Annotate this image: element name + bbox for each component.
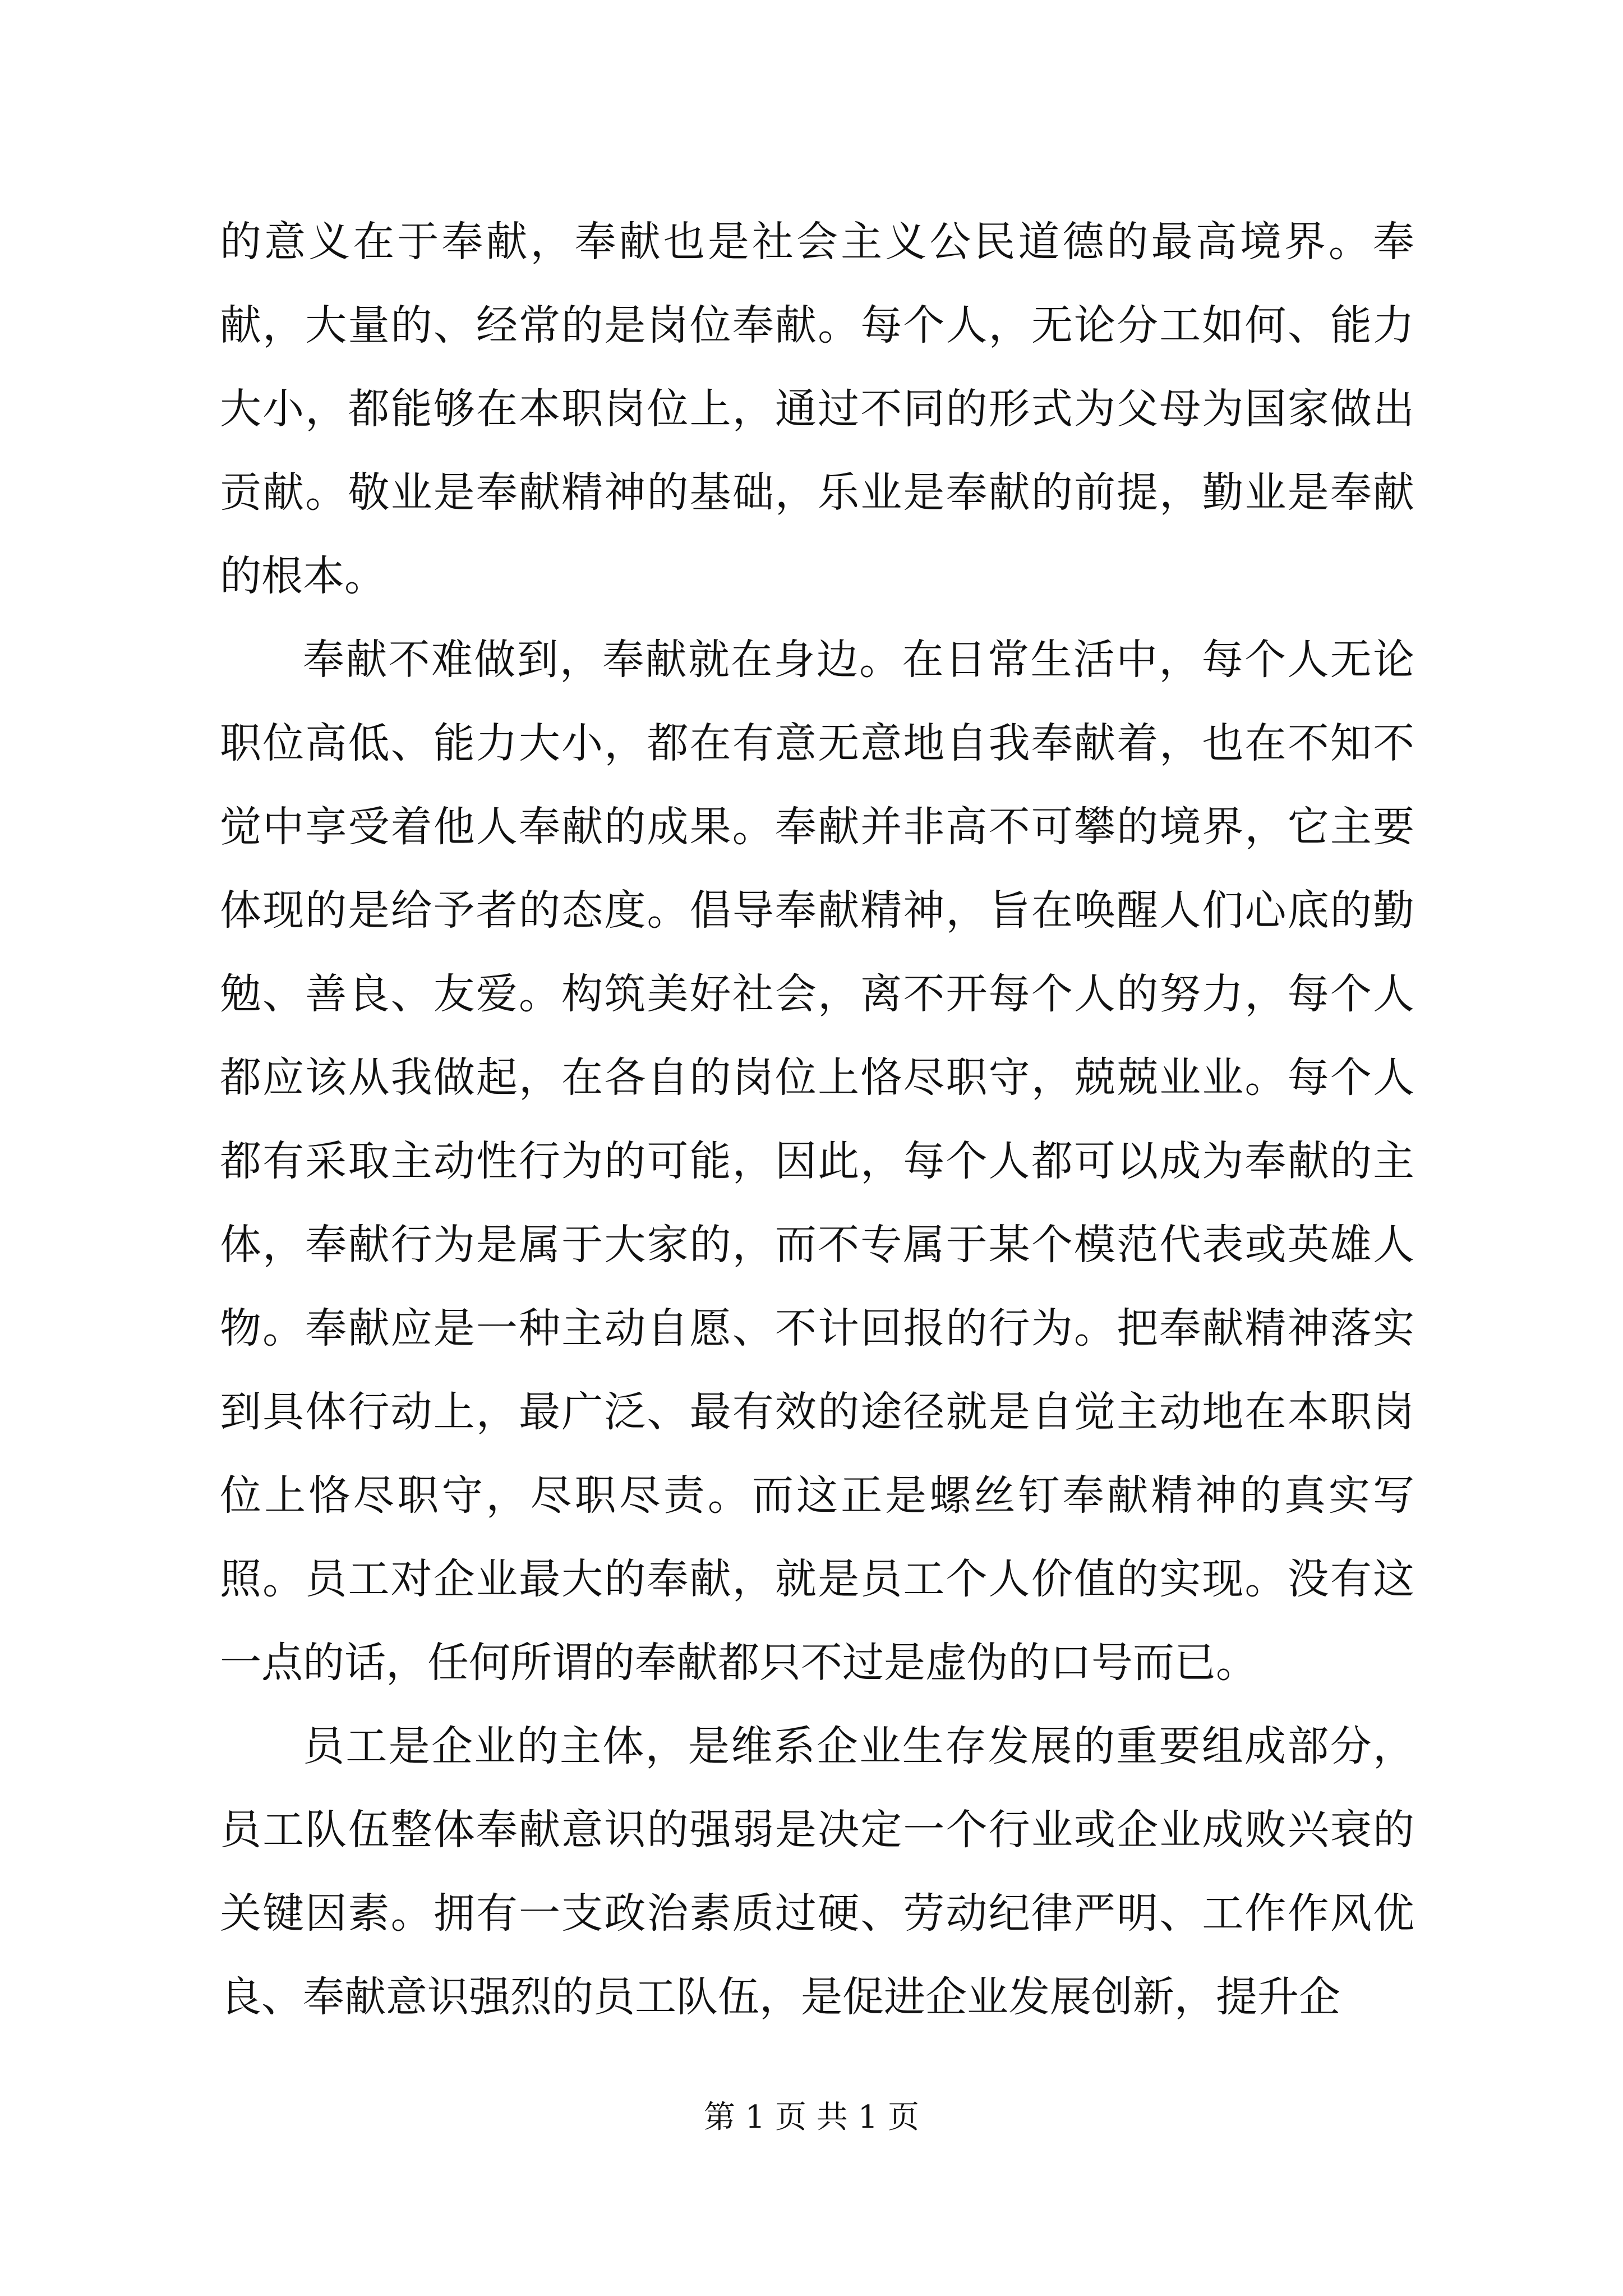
page-footer: 第 1 页 共 1 页	[703, 2099, 920, 2136]
paragraph-1: 的意义在于奉献，奉献也是社会主义公民道德的最高境界。奉献，大量的、经常的是岗位奉献。每个人，无论分工如何、能力大小，都能够在本职岗位上，通过不同的形式为父母为国家做出贡献。敬业是奉献精神的基础，乐业是奉献的前提，勤业是奉献的根本。	[220, 218, 1414, 600]
document-body	[220, 200, 1414, 2039]
paragraph-3: 员工是企业的主体，是维系企业生存发展的重要组成部分，员工队伍整体奉献意识的强弱是决定一个行业或企业成败兴衰的关键因素。拥有一支政治素质过硬、劳动纪律严明、工作作风优良、奉献意识强烈的员工队伍，是促进企业发展创新，提升企	[220, 1722, 1414, 2021]
paragraph-2: 奉献不难做到，奉献就在身边。在日常生活中，每个人无论职位高低、能力大小，都在有意无意地自我奉献着，也在不知不觉中享受着他人奉献的成果。奉献并非高不可攀的境界，它主要体现的是给予者的态度。倡导奉献精神，旨在唤醒人们心底的勤勉、善良、友爱。构筑美好社会，离不开每个人的努力，每个人都应该从我做起，在各自的岗位上恪尽职守，兢兢业业。每个人都有采取主动性行为的可能，因此，每个人都可以成为奉献的主体，奉献行为是属于大家的，而不专属于某个模范代表或英雄人物。奉献应是一种主动自愿、不计回报的行为。把奉献精神落实到具体行动上，最广泛、最有效的途径就是自觉主动地在本职岗位上恪尽职守，尽职尽责。而这正是螺丝钉奉献精神的真实写照。员工对企业最大的奉献，就是员工个人价值的实现。没有这一点的话，任何所谓的奉献都只不过是虚伪的口号而已。	[220, 636, 1414, 1687]
